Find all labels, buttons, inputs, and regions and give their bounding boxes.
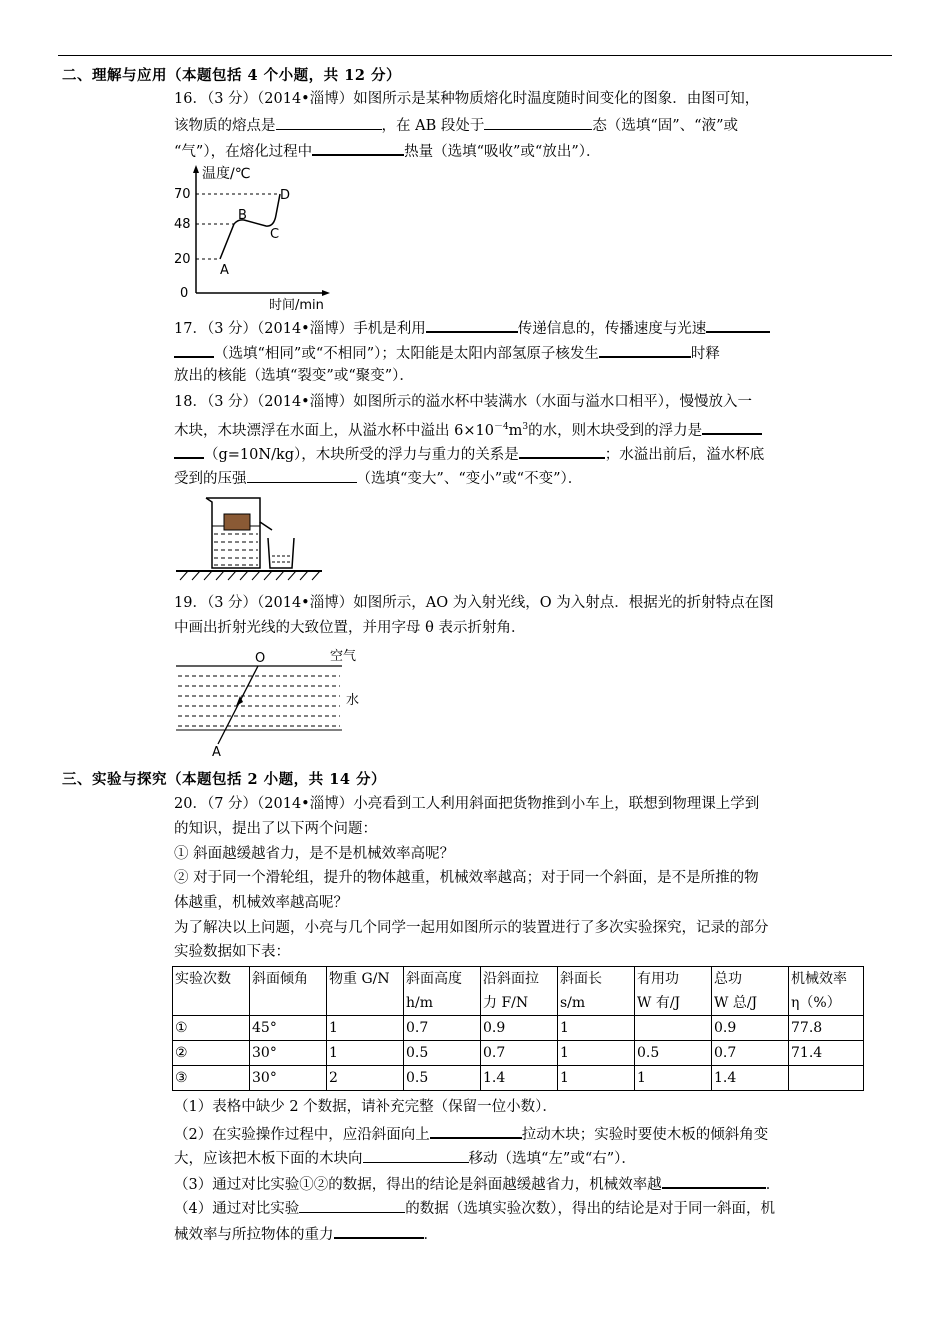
table-row [173,1066,864,1091]
table-cell: ② [173,1041,250,1066]
label-air: 空气 [330,649,357,664]
q17-line2: （选填“相同”或“不相同”）；太阳能是太阳内部氢原子核发生 时释 [174,341,720,364]
table-hatching [180,571,320,580]
header-cell: 斜面高度 h/m [404,967,481,1016]
label-o: O [255,651,266,666]
table-cell: 2 [327,1066,404,1091]
q20-line7: 实验数据如下表： [174,944,290,960]
q19-line1: 19．（3 分）（2014•淄博）如图所示，AO 为入射光线，O 为入射点．根据光的折射特点在图 [174,595,774,611]
blank-force-relation[interactable] [519,442,605,459]
header-cell: 实验次数 [173,967,250,1016]
q18-line1: 18．（3 分）（2014•淄博）如图所示的溢水杯中装满水（水面与溢水口相平），慢慢放入一 [174,394,752,410]
cup-water [214,534,258,565]
tick-0: 0 [180,286,189,301]
table-cell: 1 [635,1066,712,1091]
table-cell: 0.5 [635,1041,712,1066]
blank-weight-relation[interactable] [334,1222,424,1239]
table-cell: 77.8 [789,1016,864,1041]
label-water: 水 [346,693,360,708]
blank-buoyancy-2[interactable] [174,442,204,459]
tick-70: 70 [174,187,191,202]
tick-20: 20 [174,252,191,267]
header-cell: 物重 G/N [327,967,404,1016]
table-cell: 0.7 [712,1041,789,1066]
q18-line4: 受到的压强 （选填“变大”、“变小”或“不变”）． [174,467,582,489]
table-cell: 0.7 [481,1041,558,1066]
section-3-title: 三、实验与探究（本题包括 2 小题，共 14 分） [62,771,386,788]
q20-part3: （3）通过对比实验①②的数据，得出的结论是斜面越缓越省力，机械效率越 ． [174,1172,780,1195]
header-cell: 斜面长 s/m [558,967,635,1016]
table-cell: 0.5 [404,1066,481,1091]
blank-signal[interactable] [426,316,518,333]
table-cell: 1.4 [481,1066,558,1091]
header-cell: 斜面倾角 [250,967,327,1016]
table-cell: ① [173,1016,250,1041]
blank-speed-2[interactable] [174,341,214,358]
table-cell: 1 [558,1066,635,1091]
header-cell: 总功 W 总/J [712,967,789,1016]
incident-ray-ao [218,666,258,744]
table-cell: 30° [250,1066,327,1091]
graph-x-label: 时间/min [269,298,324,313]
q20-part1: （1）表格中缺少 2 个数据，请补充完整（保留一位小数）． [174,1099,557,1115]
blank-move-direction[interactable] [363,1147,469,1163]
point-c: C [270,227,280,242]
blank-melting-point[interactable] [276,114,382,130]
table-cell: 30° [250,1041,327,1066]
table-cell: 0.9 [481,1016,558,1041]
table-cell: 1.4 [712,1066,789,1091]
blank-nuclear[interactable] [599,341,691,358]
label-a: A [212,745,221,760]
graph-y-label: 温度/℃ [202,166,251,182]
table-cell: 1 [327,1016,404,1041]
table-header-row [173,967,864,1016]
q17-line3: 放出的核能（选填“裂变”或“聚变”）． [174,368,414,384]
wooden-block [224,514,250,530]
blank-compare-trials[interactable] [299,1197,405,1213]
table-cell: 0.7 [404,1016,481,1041]
q17-line1: 17．（3 分）（2014•淄博）手机是利用 传递信息的，传播速度与光速 [174,316,770,339]
overflow-cup-figure [176,492,326,584]
q20-part4-cont: 械效率与所拉物体的重力 ． [174,1222,438,1245]
experiment-table [172,966,864,1091]
blank-ab-state[interactable] [484,114,592,130]
table-row [173,1016,864,1041]
q16-line2: 该物质的熔点是 ，在 AB 段处于 态（选填“固”、“液”或 [174,114,738,136]
table-cell: 45° [250,1016,327,1041]
table-cell: 0.5 [404,1041,481,1066]
table-cell: 1 [558,1041,635,1066]
table-cell: 1 [558,1016,635,1041]
blank-pull-manner[interactable] [430,1122,522,1139]
q18-line3: （g=10N/kg），木块所受的浮力与重力的关系是 ；水溢出前后，溢水杯底 [174,442,764,465]
point-b: B [238,208,247,223]
melting-graph [170,163,370,313]
section-2-title: 二、理解与应用（本题包括 4 个小题，共 12 分） [62,67,401,84]
point-a: A [220,263,229,278]
header-cell: 有用功 W 有/J [635,967,712,1016]
water-dashes [178,676,340,726]
blank-pressure[interactable] [247,467,357,483]
q20-line5: 体越重，机械效率越高呢？ [174,895,348,911]
q19-line2: 中画出折射光线的大致位置，并用字母 θ 表示折射角． [174,620,526,636]
refraction-figure [172,646,382,758]
q20-line1: 20．（7 分）（2014•淄博）小亮看到工人利用斜面把货物推到小车上，联想到物理课上学到 [174,796,760,812]
q20-part2: （2）在实验操作过程中，应沿斜面向上 拉动木块；实验时要使木板的倾斜角变 [174,1122,768,1145]
tick-48: 48 [174,217,191,232]
table-cell: 1 [327,1041,404,1066]
q20-part2-cont: 大，应该把木板下面的木块向 移动（选填“左”或“右”）． [174,1147,636,1169]
table-cell: 0.9 [712,1016,789,1041]
header-cell: 沿斜面拉 力 F/N [481,967,558,1016]
q16-line3: “气”），在熔化过程中 热量（选填“吸收”或“放出”）． [174,139,600,162]
q20-line6: 为了解决以上问题，小亮与几个同学一起用如图所示的装置进行了多次实验探究，记录的部分 [174,920,769,936]
q18-line2: 木块，木块漂浮在水面上，从溢水杯中溢出 $6\times 10^{-4}m^3$的水，则木块受到的浮力是 [174,417,762,441]
point-d: D [280,188,291,203]
small-beaker [268,538,294,568]
q16-line1: 16．（3 分）（2014•淄博）如图所示是某种物质熔化时温度随时间变化的图象．由图可知， [174,91,760,107]
blank-speed-1[interactable] [706,316,770,333]
blank-efficiency[interactable] [662,1172,766,1189]
blank-heat[interactable] [312,139,404,156]
table-cell-blank[interactable] [635,1016,712,1041]
table-cell: ③ [173,1066,250,1091]
q20-line2: 的知识，提出了以下两个问题： [174,821,377,837]
table-cell: 71.4 [789,1041,864,1066]
table-cell-blank[interactable] [789,1066,864,1091]
top-rule [58,55,892,56]
q20-part4: （4）通过对比实验 的数据（选填实验次数），得出的结论是对于同一斜面，机 [174,1197,775,1219]
table-row [173,1041,864,1066]
q20-line4: ② 对于同一个滑轮组，提升的物体越重，机械效率越高；对于同一个斜面，是不是所推的物 [174,870,759,886]
header-cell: 机械效率 η（%） [789,967,864,1016]
blank-buoyancy-1[interactable] [702,418,762,435]
q20-line3: ① 斜面越缓越省力，是不是机械效率高呢？ [174,846,455,862]
